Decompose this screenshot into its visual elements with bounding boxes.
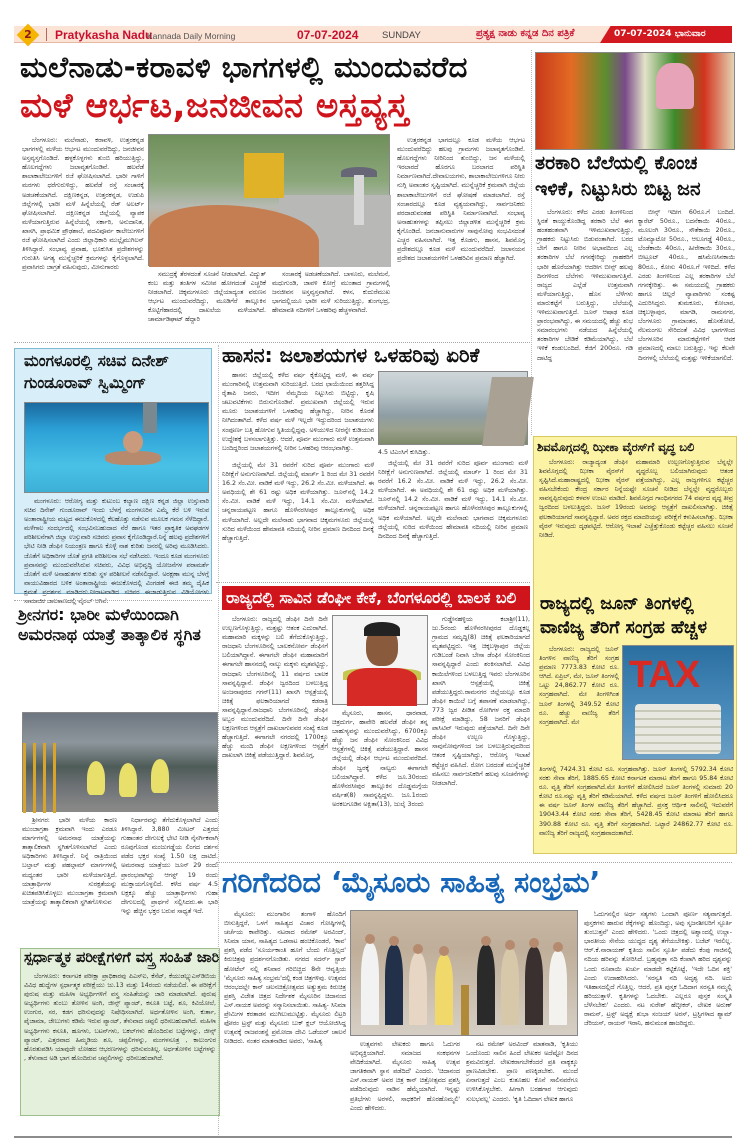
hassan-story-column-2: ಜಿಲ್ಲೆಯಲ್ಲಿ ಮೇ 31 ರವರೆಗೆ ಸುರಿದ ಪೂರ್ವ ಮುಂಗಾರು ಮಳೆ ನಿರೀಕ್ಷೆಗೆ ಅನುಗುಣವಾಗಿದೆ. ಜಿಲ್ಲೆಯಲ್ಲಿ ಮಾರ್ಚ್ 1 ರಿಂದ ಮೇ 31 ರವರೆಗೆ 16.2 ಸೆಂ.ಮೀ. ವಾಡಿಕೆ ಮಳೆ ಇದ್ದು, 26.2 ಸೆಂ.ಮೀ. ಮಳೆಯಾಗಿದೆ. ಈ ಅವಧಿಯಲ್ಲಿ ಶೇ 61 ರಷ್ಟು ಅಧಿಕ ಮಳೆಯಾಗಿತ್ತು. ಜೂನ್‌ನಲ್ಲಿ 14.2 ಸೆಂ.ಮೀ. ವಾಡಿಕೆ ಮಳೆ ಇದ್ದು, 14.1 ಸೆಂ.ಮೀ. ಮಳೆಯಾಗಿದೆ. ಚನ್ನರಾಯಪಟ್ಟಣ ಹಾಗೂ ಹೊಳೆನರಸೀಪುರ ತಾಲ್ಲೂಕುಗಳಲ್ಲಿ ಅಧಿಕ ಮಳೆಯಾಗಿದೆ. ಅಲ್ಲದೇ ಮಲೆನಾಡು ಭಾಗವಾದ ಚಿಕ್ಕಮಗಳೂರು ಜಿಲ್ಲೆಯಲ್ಲಿ ಸುರಿದ ಮಳೆಯಿಂದ ಹೇಮಾವತಿ ನದಿಯಲ್ಲಿ ನೀರಿನ ಪ್ರಮಾಣ ದಿನದಿಂದ ದಿನಕ್ಕೆ ಹೆಚ್ಚಾಗುತ್ತಿದೆ. xyxy=(378,460,528,540)
tax-money-photo xyxy=(622,645,734,760)
vegetable-story-column-1: ಬೆಂಗಳೂರು: ಕಳೆದ ಎರಡು ತಿಂಗಳಿನಿಂದ ಸ್ಥಿರತೆ ಕಾಯ್ದುಕೊಂಡಿದ್ದ ತರಕಾರಿ ಬೆಲೆ ಈಗ ಹಂತಹಂತವಾಗಿ ಇಳಿಮುಖವಾಗುತ್ತಿದ್ದು, ಗ್ರಾಹಕರು ನಿಟ್ಟುಸಿರು ಬಿಡುವಂತಾಗಿದೆ. ಬರದ ಬೇಗೆ ಹಾಗೂ ನೀರಿನ ಅಭಾವದಿಂದ ಎಲ್ಲ ತರಕಾರಿಗಳ ಬೆಲೆ ಗಗನಕ್ಕೇರಿದ್ದು ಗ್ರಾಹಕರಿಗೆ ಭಾರೀ ಹೊರೆಯಾಗಿತ್ತು ಆದರೀಗ ಬೀನ್ಸ್ ಹಲವು ದಿನಗಳಿಂದ ಬೆಲೆಗಳು ಇಳಿಮುಖವಾಗುತ್ತಿವೆ. ರಾಜ್ಯದ ಎಲ್ಲೆಡೆ ಉತ್ತಮವಾಗಿ ಮಳೆಯಾಗುತ್ತಿದ್ದು, ಹೊಸ ಬೆಳೆಗಳು ಮಾರುಕಟ್ಟೆಗೆ ಬರುತ್ತಿದ್ದು, ಬೆಲೆಯಲ್ಲಿ ಇಳಿಮುಖವಾಗುತ್ತಿದೆ. ಜೂನ್ ಆಷಾಢ ಕೂಡ ಪ್ರಾರಂಭವಾಗಿದ್ದು, ಈ ಸಮಯದಲ್ಲಿ ಹೆಚ್ಚು ಶುಭ ಸಮಾರಂಭಗಳು ನಡೆಯದ ಹಿನ್ನೆಲೆಯಲ್ಲಿ ತರಕಾರಿಗಳ ಬೇಡಿಕೆ ಕಡಿಮೆಯಾಗಿದ್ದು, ಬೆಲೆ ಇಳಿಕೆ ಕಂಡುಬಂದಿದೆ. ಕೆಜಿಗೆ 200ರೂ. ಗಡಿ ದಾಟಿದ್ದ xyxy=(537,209,633,362)
gst-story-body-wide: ತಿಂಗಳಲ್ಲಿ 7424.31 ಕೋಟಿ ರೂ. ಸಂಗ್ರಹವಾಗಿತ್ತು. ಜೂನ್ ತಿಂಗಳಲ್ಲಿ 5792.34 ಕೋಟಿ ಸರಕು ಸೇವಾ ತೆರಿಗೆ, 1885.65 ಕೋಟಿ ಕರ್ನಾಟಕ ಮಾರಾಟ ತೆರಿಗೆ ಹಾಗೂ 95.84 ಕೋಟಿ ರೂ. ವೃತ್ತಿ ತೆರಿಗೆ ಸಂಗ್ರಹವಾಗಿದೆ.ಮೇ ತಿಂಗಳಿಗೆ ಹೋಲಿಸಿದರೆ ಜೂನ್ ತಿಂಗಳಲ್ಲಿ ಸುಮಾರು 20 ಕೋಟಿ ರೂ.ನಷ್ಟು ವೃತ್ತಿ ತೆರಿಗೆ ಕಡಿಮೆಯಾಗಿದೆ. ಕಳೆದ ವರ್ಷದ ಜೂನ್ ತಿಂಗಳಿಗೆ ಹೋಲಿಸಿದರೂ ಈ ವರ್ಷ ಜೂನ್ ತಿಂಗಳ ವಾಣಿಜ್ಯ ತೆರಿಗೆ ಹೆಚ್ಚಾಗಿದೆ. ಪ್ರಸಕ್ತ ಆರ್ಥಿಕ ಸಾಲಿನಲ್ಲಿ ಇದುವರೆಗೆ 19043.44 ಕೋಟಿ ಸರಕು ಸೇವಾ ತೆರಿಗೆ, 5428.45 ಕೋಟಿ ಮಾರಾಟ ತೆರಿಗೆ ಹಾಗೂ 390.88 ಕೋಟಿ ರೂ. ವೃತ್ತಿ ತೆರಿಗೆ ಸಂಗ್ರಹವಾಗಿದೆ. ಒಟ್ಟಾರೆ 24862.77 ಕೋಟಿ ರೂ. ವಾಣಿಜ್ಯ ತೆರಿಗೆ ರಾಜ್ಯದಲ್ಲಿ ಸಂಗ್ರಹವಾದಂತಾಗಿದೆ. xyxy=(539,766,733,837)
paper-name: Pratykasha Nadu xyxy=(55,28,153,42)
dengue-headline: ರಾಜ್ಯದಲ್ಲಿ ಸಾವಿನ ಡೆಂಘೀ ಕೇಕೆ, ಬೆಂಗಳೂರಲ್ಲಿ ಬಾಲಕ ಬಲಿ xyxy=(226,589,517,607)
column-rule xyxy=(218,345,219,1135)
header-date: 07-07-2024 xyxy=(297,28,359,42)
reservoir-dam-photo xyxy=(378,371,528,445)
lead-story-column-1: ಬೆಂಗಳೂರು: ಮಲೆನಾಡು, ಕರಾವಳಿ, ಉತ್ತರಕನ್ನಡ ಭಾಗಗಳಲ್ಲಿ ಮಳೆಯ ಆರ್ಭಟ ಮುಂದುವರೆದಿದ್ದು, ಜನಜೀವನ ಅಸ್ತವ್ಯಸ್ತಗೊಂಡಿದೆ. ಹಳ್ಳಕೊಳ್ಳಗಳು ತುಂಬಿ ಹರಿಯುತ್ತಿದ್ದು, ಹೊಲಗದ್ದೆಗಳು ಜಲಾವೃತಗೊಂಡಿವೆ. ಹಲವೆಡೆ ಶಾಲಾಕಾಲೇಜುಗಳಿಗೆ ರಜೆ ಘೋಷಿಸಲಾಗಿದೆ. ಭಾರೀ ಗಾಳಿಗೆ ಮರಗಳು ಧರೆಗುರುಳಿದ್ದು, ಹಲವೆಡೆ ರಸ್ತೆ ಸಂಚಾರಕ್ಕೆ ಅಡಚಣೆಯಾಗಿದೆ. ದಕ್ಷಿಣಕನ್ನಡ, ಉತ್ತರಕನ್ನಡ, ಉಡುಪಿ ಜಿಲ್ಲೆಗಳಲ್ಲಿ ಭಾರೀ ಮಳೆ ಹಿನ್ನೆಲೆಯಲ್ಲಿ ರೆಡ್ ಅಲರ್ಟ್ ಘೋಷಿಸಲಾಗಿದೆ. ದಕ್ಷಿಣಕನ್ನಡ ಜಿಲ್ಲೆಯಲ್ಲಿ ವ್ಯಾಪಕ ಮಳೆಯಾಗುತ್ತಿರುವ ಹಿನ್ನೆಲೆಯಲ್ಲಿ ಸರ್ಕಾರಿ, ಅನುದಾನಿತ, ಖಾಸಗಿ, ಪ್ರಾಥಮಿಕ ಪ್ರೌಢಶಾಲೆ, ಪದವಿಪೂರ್ವ ಕಾಲೇಜುಗಳಿಗೆ ರಜೆ ಘೋಷಿಸಲಾಗಿದೆ ಎಂದು ಜಿಲ್ಲಾಧಿಕಾರಿ ಮುಲ್ಲೈಮುಗಿಲನ್ ತಿಳಿಸಿದ್ದಾರೆ. ಸಂಭಾವ್ಯ ಪ್ರವಾಹ, ಭೂಕುಸಿತ ಪ್ರದೇಶಗಳನ್ನು ಗುರುತಿಸಿ ಅಗತ್ಯ ಮುನ್ನೆಚ್ಚರಿಕೆ ಕ್ರಮಗಳನ್ನು ಕೈಗೊಳ್ಳಲಾಗಿದೆ. ಪ್ರವಾಸಿಗರು ಜಾಗ್ರತೆ ವಹಿಸುವುದು, ಮೀನುಗಾರರು xyxy=(22,137,144,272)
zika-headline: ಶಿವಮೊಗ್ಗದಲ್ಲಿ ಝೀಕಾ ವೈರಸ್‌ಗೆ ವೃದ್ಧ ಬಲಿ xyxy=(537,440,695,454)
dengue-story-column-1: ಬೆಂಗಳೂರು: ರಾಜ್ಯದಲ್ಲಿ ಡೆಂಘೀ ದಿನೇ ದಿನೇ ಉಲ್ಬಣಗೊಳ್ಳುತ್ತಿದ್ದು, ಮತ್ತಷ್ಟು ಆತಂಕ ಎದುರಾಗಿದೆ. ಮಹಾಮಾರಿ ಮಕ್ಕಳನ್ನು ಬಲಿ ತೆಗೆದುಕೊಳ್ಳುತ್ತಿದ್ದು, ರಾಜಧಾನಿ ಬೆಂಗಳೂರಿನಲ್ಲಿ ಬಾಲಕನೋರ್ವ ಡೆಂಘೀಗೆ ಬಲಿಯಾಗಿದ್ದಾನೆ. ಈಗಾಗಲೇ ಡೆಂಘೀ ಮಹಾಮಾರಿಗೆ ಈಗಾಗಲೇ ಹಾಸನದಲ್ಲಿ ನಾಲ್ಕು ಮಕ್ಕಳು ಮೃತಪಟ್ಟಿದ್ದು, ರಾಜಧಾನಿ ಬೆಂಗಳೂರಿನಲ್ಲಿ 11 ವರ್ಷದ ಬಾಲಕ ಸಾವನ್ನಪ್ಪಿದ್ದಾನೆ. ಡೆಂಘೀ ಜ್ವರದಿಂದ ಬಳಲುತ್ತಿದ್ದ ಅಂಜನಾಪುರದ ಗಗನ್(11) ಖಾಸಗಿ ಆಸ್ಪತ್ರೆಯಲ್ಲಿ ಚಿಕಿತ್ಸೆ ಫಲಕಾರಿಯಾಗದೆ ಕಡರಾತ್ರಿ ಸಾವನ್ನಪ್ಪಿದ್ದಾನೆ.ರಾಜಧಾನಿ ಬೆಂಗಳೂರಿನಲ್ಲಿ ಡೆಂಘೀ ಅಬ್ಬರ ಮುಂದುವರೆದಿದೆ. ದಿನೇ ದಿನೇ ಡೆಂಘೀ ಲಕ್ಷಣಗಳಿಂದ ಆಸ್ಪತ್ರೆಗೆ ದಾಖಲಾಗುವವರ ಸಂಖ್ಯೆ ಕೂಡ ಹೆಚ್ಚಾಗುತ್ತಿದೆ. ಈಗಾಗಲೇ ನಗರದಲ್ಲಿ 1700ಕ್ಕೂ ಹೆಚ್ಚು ಮಂದಿ ಡೆಂಘೀ ಲಕ್ಷಣಗಳಿಂದ ಆಸ್ಪತ್ರೆಗೆ ದಾಖಲಾಗಿ ಚಿಕಿತ್ಸೆ ಪಡೆಯುತ್ತಿದ್ದಾರೆ. ಶಿವಮೊಗ್ಗ, xyxy=(222,616,328,760)
section-rule xyxy=(216,862,732,863)
header-divider xyxy=(46,28,47,41)
lead-story-column-3: ಸಂಚಾರಕ್ಕೆ ಅಡಚಣೆಯಾಗಿದೆ. ಬಾಳೂರು, ಮಲೆಮನೆ, ಮಧುಗುಂಡಿ, ಜಾವಳಿ ಕೋಗ್ರೆ ಮುಂತಾದ ಗ್ರಾಮಗಳಲ್ಲಿ ಜನಜೀವನ ಅಸ್ತವ್ಯಸ್ತವಾಗಿದೆ. ಕಳಸ, ಕುದುರೆಮುಖ ಭಾಗದಲ್ಲಿಯೂ ಭಾರೀ ಮಳೆ ಸುರಿಯುತ್ತಿದ್ದು, ತುಂಗಭದ್ರ, ಹೇಮಾವತಿ ನದಿಗಳಿಗೆ ಒಳಹರಿವು ಹೆಚ್ಚಳವಾಗಿದೆ. xyxy=(272,271,390,315)
hassan-story-column-1: ಹಾಸನ: ಜಿಲ್ಲೆಯಲ್ಲಿ ಕಳೆದ ವರ್ಷ ಕೈಕೊಟ್ಟಿದ್ದ ಮಳೆ, ಈ ವರ್ಷ ಮುಂಗಾರಿನಲ್ಲಿ ಉತ್ತಮವಾಗಿ ಸುರಿಯುತ್ತಿದೆ. ಬರದ ಛಾಯೆಯಿಂದ ತತ್ತರಿಸಿದ್ದ ರೈತಾಪಿ ಜನರು, ಇದೀಗ ನೆಮ್ಮದಿಯ ನಿಟ್ಟುಸಿರು ಬಿಟ್ಟಿದ್ದು, ಕೃಷಿ ಚಟುವಟಿಕೆಗಳು ಬಿರುಸುಗೊಂಡಿವೆ. ಪ್ರಮುಖವಾಗಿ ಜಿಲ್ಲೆಯಲ್ಲಿ ಇರುವ ಮೂರು ಜಲಾಶಯಗಳಿಗೆ ಒಳಹರಿವು ಹೆಚ್ಚಾಗಿದ್ದು, ನೀರಿನ ಕೊರತೆ ನೀಗಿದಂತಾಗಿದೆ. ಕಳೆದ ವರ್ಷ ಮಳೆ ಇಲ್ಲದೇ ಇದ್ದುದರಿಂದ ಜಲಾಶಯಗಳು ಸಂಪೂರ್ಣ ಬತ್ತಿ ಹೋಗುವ ಸ್ಥಿತಿಯಲ್ಲಿದ್ದವು. ಅಳಿಯುಳಿದ ನೀರನ್ನೇ ಕುಡಿಯುವ ಉದ್ದೇಶಕ್ಕೆ ಬಳಸಲಾಗುತ್ತಿತ್ತು. ಆದರೆ, ಪೂರ್ವ ಮುಂಗಾರು ಮಳೆ ಉತ್ತಮವಾಗಿ ಬಂದಿದ್ದರಿಂದ ಜಲಾಶಯಗಳಲ್ಲಿ ನೀರಿನ ಒಳಹರಿವು ಆರಂಭವಾಗಿತ್ತು. xyxy=(222,372,374,452)
mangalore-story-body: ಮಂಗಳೂರು: ಆರೋಗ್ಯ ಮತ್ತು ಕುಟುಂಬ ಕಲ್ಯಾಣ ದಕ್ಷಿಣ ಕನ್ನಡ ಜಿಲ್ಲಾ ಉಸ್ತುವಾರಿ ಸಚಿವ ದಿನೇಶ್ ಗುಂಡೂರಾವ್ ಇಂದು ಬೆಳಗ್ಗೆ ಮಂಗಳೂರಿನ ಎಮ್ಮೆ ಕೆರೆ ಬಳಿ ಇರುವ ಅಂತಾರಾಷ್ಟ್ರೀಯ ಮಟ್ಟದ ಈಜುಕೊಳದಲ್ಲಿ ಕೆಲಹೊತ್ತು ನಡೆಸುವ ಮೂಲಕ ಗಮನ ಸೆಳೆದಿದ್ದಾರೆ. ಮಳೆಗಾಲ ಸಂದರ್ಭದಲ್ಲಿ ಸಂಭವಿಸಬಹುದಾದ ನೆರೆ ಹಾಗೂ ಇತರ ಪ್ರಾಕೃತಿಕ ಅವಘಡಗಳ ಪರಿಶೀಲನೆಗಾಗಿ ಜಿಲ್ಲಾ ಉಸ್ತುವಾರಿ ಸಚಿವರು ಪ್ರವಾಸ ಕೈಗೊಂಡಿದ್ದಾರೆ.ನಿನ್ನೆ ಹಲವು ಪ್ರದೇಶಗಳಿಗೆ ಭೇಟಿ ನೀಡಿ ಡೆಂಘೀ ನಿಯಂತ್ರಣ ಹಾಗೂ ಕೊಳ್ಳೆ ನಾಶ ಕುರಿತು ಜನರಲ್ಲಿ ಅರಿವು ಮೂಡಿಸಿದರು. ಜೊತೆಗೆ ಅಧಿಕಾರಿಗಳ ಜೊತೆ ಪ್ರಗತಿ ಪರಿಶೀಲನಾ ಸಭೆ ನಡೆಸಿದರು. ಇಂದೂ ಕೂಡ ಮಂಗಳೂರು ಪ್ರವಾಸವನ್ನು ಮುಂದುವರೆಸಿರುವ ಸಚಿವರು, ವಿವಿಧ ಅಭಿವೃದ್ಧಿ ಯೋಜನೆಗಳ ಪರಾಮರ್ಶೆ ಜೊತೆಗೆ ಮಳೆ ಅನಾಹುತಗಳ ಕುರಿತು ಸ್ಥಳ ಪರಿಶೀಲನೆ ನಡೆಸಲಿದ್ದಾರೆ. ಅರಕ್ಷಣಾ ಮುನ್ನ ಬೆಳಗ್ಗೆ ವಾಯುವಿಹಾರದ ಬಳಿಕ ಅಂತಾರಾಷ್ಟ್ರೀಯ ಈಜುಕೊಳದಲ್ಲಿ ವಿಂಗಡಣೆ ಈಜಿ ತಮ್ಮ ದೈಹಿಕ ಕ್ಷಮತೆ ಪ್ರದರ್ಶನ ಮಾಡಿದರು.ನೀರಾಟವಾಡಿದ ಸಚಿವರ ಈಜಾಡುತ್ತಿರುವ ವಿಡಿಯೋಗಳು ಸಾಮಾಜಿಕ ಜಾಲತಾಣದಲ್ಲಿ ವೈರಲ್ ಆಗಿವೆ. xyxy=(24,498,209,606)
mysore-story-column-2: ಉತ್ಸವಗಳು ಲೇಖಕರು ಹಾಗೂ ಓದುಗರ ಅಭಿವ್ಯಕ್ತಿಯಾಗಿದೆ. ಸಮಾಜದ ಸಂಕಥನಗಳ ವೇದಿಕೆಯಾಗಿದೆ. ಮೈಸೂರು ಸಾಹಿತ್ಯ ಉತ್ಸವ ಜಾಗತಿಕವಾಗಿ ಸ್ಥಾನ ಪಡೆದಿದೆ' ಎಂದರು. 'ಚಿದಾನಂದ ಎಸ್.ನಾಯಕ್ ಅವರ ಚಿತ್ರ ಕಾನ್ ಚಿತ್ರೋತ್ಸವದ ಪ್ರಶಸ್ತಿ ಪಡೆದಿರುವುದು ನಾಡಿನ ಹೆಮ್ಮೆಯಾಗಿದೆ. ಇನ್ನಷ್ಟು ಪ್ರತಿಭೆಗಳು ಅರಳಲಿ, ಸಾಧಕರಿಗೆ ಹೊರಹೊಮ್ಮಲಿ' ಎಂದು ಹೇಳಿದರು. xyxy=(350,1041,460,1112)
dengue-story-column-2: ಮೈಸೂರು, ಹಾಸನ, ಧಾರವಾಡ, ಚಿತ್ರದುರ್ಗ, ಹಾವೇರಿ ಹಲವೆಡೆ ಡೆಂಘೀ ತನ್ನ ಬಾಹುಳ್ಯವನ್ನು ಮುಂದುವರೆಸಿದ್ದು, 6700ಕ್ಕೂ ಹೆಚ್ಚು ಜನ ಡೆಂಘೀ ಸೋಂಕಿನಿಂದ ವಿವಿಧ ಆಸ್ಪತ್ರೆಗಳಲ್ಲಿ ಚಿಕಿತ್ಸೆ ಪಡೆಯುತ್ತಿದ್ದಾರೆ. ಹಾಸನ ಜಿಲ್ಲೆಯಲ್ಲಿ ಡೆಂಘೀ ಆರ್ಭಟ ಮುಂದುವರೆದಿದೆ. ಡೆಂಘೀ ಜ್ವರಕ್ಕೆ ನಾಲ್ವರು ಈಗಾಗಲೇ ಬಲಿಯಾಗಿದ್ದಾರೆ. ಕಳೆದ ಜೂ.30ರಂದು ಹೊಳೆನರಸೀಪುರ ತಾಲ್ಲೂಕಿನ ದೊಡ್ಡಮಗ್ಗೆಯ ವರ್ಷಿತ(8) ಸಾವನ್ನಪ್ಪಿದ್ದಳು. ಜೂ.1ರಂದು ಅರಕಲಗೂಡಿನ ಅಕ್ಷಿತಾ(13), ಜುಲೈ 3ರಂದು xyxy=(332,710,428,808)
hassan-headline: ಹಾಸನ: ಜಲಾಶಯಗಳ ಒಳಹರಿವು ಏರಿಕೆ xyxy=(222,343,480,367)
lead-headline-line1: ಮಲೆನಾಡು-ಕರಾವಳಿ ಭಾಗಗಳಲ್ಲಿ ಮುಂದುವರೆದ xyxy=(20,50,468,84)
mysore-story-column-4: ಓದುಗನಲ್ಲಿರ ಅರ್ಧ ಸತ್ಯಗಳು ಒಂದಾಗಿ ಪೂರ್ಣ ಸತ್ಯವಾಗುತ್ತದೆ. ಪುಸ್ತಕಗಳು ಹಾರುವ ರೆಕ್ಕೆಗಳನ್ನು ಹೊಂದಿದ್ದು, ಅವು ಸೃಜನಶೀಲರಿಗೆ ಸ್ಫೂರ್ತಿ ತುಂಬುತ್ತವೆ' ಎಂದು ಹೇಳಿದರು. 'ಒಂದು ಚಿತ್ರದಲ್ಲಿ ಅಶ್ವಾಂದಲ್ಲಿ ಉಲ್ಲಾ- ಭಾರತೀಯ ಸೇನೆಯ ಯುದ್ಧದ ದೃಶ್ಯ ತೆಗೆಯಬೇಕಿತ್ತು. ಬಜೆಟ್ ಇರಲಿಲ್ಲ. ಆರ್.ಕೆ.ನಾರಾಯಣ್ ಕೃತಿಯ ಸಾಲಿನ ಸ್ಫೂರ್ತಿ ಪಡೆದು ಕೆಂಪು ಗಾಜಿನಲ್ಲಿ ನದಿಯ ಹರಿವನ್ನು ತೋರಿಸಿದೆ. ಬ್ರಹ್ಮಪುತ್ರಾ ನದಿ ಕೆಂಪಾಗಿ ಹರಿದ ದೃಶ್ಯವನ್ನು ಒಂದು ರೂಪಾಯಿ ಖರ್ಚು ಮಾಡದೇ ಕಟ್ಟಿಕೊಟ್ಟೆ, 'ಇದೇ ಓದಿನ ಶಕ್ತಿ' ಎಂದು ಉದಾಹರಿಸಿದರು. 'ಸರಸ್ವತಿ ನದಿ ಅದೃಶ್ಯ ನದಿ. ಅದು ಇತಿಹಾಸದಲ್ಲಿದೆ ಗೊತ್ತಿಲ್ಲ. ಆದರೆ, ಪ್ರತಿ ಪುಸ್ತಕ ಓದಿದಾಗ ಸರಸ್ವತಿ ನಮ್ಮಲ್ಲಿ ಹರಿಯುತ್ತಾಳೆ. ಕೃತಿಗಳನ್ನು ಓದಬೇಕು. ಎಲ್ಲರೂ ಪುಸ್ತಕ ಸಂಸ್ಕೃತಿ ಬೆಳೆಸಬೇಕು' ಎಂದರು. ನಟ ಸುರೇಶ್ ಹೆಬ್ಳೀಕರ್, ಲೇಖಕ ಅರುಣ್ ರಾಮನ್, ಟ್ರಸ್ಟ್ ಅಧ್ಯಕ್ಷೆ ಶುಭಾ ಸಂಜಯ್ ಅರಸ್, ಟ್ರಸ್ಟಿಗಳಾದ ಶ್ಯಾಮ್ ಜೆರಿಯಸ್, ರಾಯನ್ ಇರಾನಿ, ಹನುಮಂತ ಹಾಜರಿದ್ದರು. xyxy=(584,911,732,1028)
srinagar-headline-line2: ಅಮರನಾಥ ಯಾತ್ರೆ ತಾತ್ಕಾಲಿಕ ಸ್ಥಗಿತ xyxy=(18,625,201,644)
section-rule xyxy=(14,600,212,601)
paper-name-kannada: ಪ್ರತ್ಯಕ್ಷ ನಾಡು ಕನ್ನಡ ದಿನ ಪತ್ರಿಕೆ xyxy=(476,28,575,39)
header-day: SUNDAY xyxy=(382,30,421,41)
dress-code-story-body: ಬೆಂಗಳೂರು: ಕರ್ನಾಟಕ ಪರೀಕ್ಷಾ ಪ್ರಾಧಿಕಾರವು ಪಿಎಸ್ಐ, ಕೆಸೆಟ್, ಕೆಯುಡಬ್ಲ್ಯುಎಸ್‌ಡಿಬಿಯ ವಿವಿಧ ಹುದ್ದೆಗಳ ಸ್ಪರ್ಧಾತ್ಮಕ ಪರೀಕ್ಷೆಯು ಜು.13 ಮತ್ತು 14ರಂದು ನಡೆಯಲಿದೆ. ಈ ಪರೀಕ್ಷೆಗೆ ಪುರುಷ ಮತ್ತು ಮಹಿಳಾ ಅಭ್ಯರ್ಥಿಗಳಿಗೆ ವಸ್ತ್ರ ಸಂಹಿತೆಯನ್ನು ಜಾರಿ ಮಾಡಲಾಗಿದೆ. ಪುರುಷ ಅಭ್ಯರ್ಥಿಗಳು ತುಂಬು ತೋಳಿನ ಅಂಗಿ, ಜೀನ್ಸ್ ಪ್ಯಾಂಟ್, ಕಸೂತಿ ಬಟ್ಟೆ, ಶೂ, ಕಿವಿಯೋಲೆ, ಉಂಗುರ, ಸರ, ಕಡಗ ಧರಿಸುವುದನ್ನು ನಿಷೇಧಿಸಲಾಗಿದೆ. ಅರ್ಧತೋಳಿನ ಅಂಗಿ, ಕುರ್ತಾ, ಪೈಜಾಮಾ, ಜೇಬುಗಳು ಕಡಿಮೆ ಇರುವ ಪ್ಯಾಂಟ್, ತೆಳುವಾದ ಚಪ್ಪಲಿ ಧರಿಸಬಹುದಾಗಿದೆ. ಮಹಿಳಾ ಅಭ್ಯರ್ಥಿಗಳು ಕಸೂತಿ, ಹೂಗಳು, ಬಟನ್‌ಗಳು, ಬಕಲ್‌ಗಳು ಹೊಂದಿರುವ ಬಟ್ಟೆಗಳನ್ನು, ಜೀನ್ಸ್ ಪ್ಯಾಂಟ್, ಎತ್ತರವಾದ ಹಿಮ್ಮಡಿಯ ಶೂ, ಚಪ್ಪಲಿಗಳನ್ನು, ಮಂಗಳಸೂತ್ರ , ಕಾಲುಂಗುರ ಹೊರತುಪಡಿಸಿ ಯಾವುದೇ ಲೋಹದ ಆಭರಣಗಳನ್ನು ಧರಿಸುವಂತಿಲ್ಲ. ಅರ್ಧತೋಳಿನ ಬಟ್ಟೆಗಳನ್ನು , ತೆಳುವಾದ ಅಡಿ ಭಾಗ ಹೊಂದಿರುವ ಚಪ್ಪಲಿಗಳನ್ನು ಧರಿಸಬಹುದಾಗಿದೆ. xyxy=(24,973,216,1062)
lead-story-column-2: ಸಮುದ್ರಕ್ಕೆ ತೆರಳದಂತೆ ಸೂಚನೆ ನೀಡಲಾಗಿದೆ. ವಿದ್ಯುತ್ ಕಂಬ ಮತ್ತು ತಂತಿಗಳ ಸಮೀಪ ಹೋಗದಂತೆ ಎಚ್ಚರಿಕೆ ನೀಡಲಾಗಿದೆ. ಚಿಕ್ಕಮಗಳೂರು ಜಿಲ್ಲೆಯಾದ್ಯಂತ ವರುಣನ ಆರ್ಭಟ ಮುಂದುವರೆದಿದ್ದು, ಮೂಡಿಗೆರೆ ತಾಲ್ಲೂಕಿನ ಕೊಟ್ಟಿಗೆಹಾರದಲ್ಲಿ ದಾಖಲೆಯ ಮಳೆಯಾಗಿದೆ. ಚಾರ್ಮಾಡಿಘಾಟ್ ಹೆದ್ದಾರಿ xyxy=(148,271,266,324)
footer-rule xyxy=(14,1136,732,1138)
mangalore-headline-line1: ಮಂಗಳೂರಲ್ಲಿ ಸಚಿವ ದಿನೇಶ್ xyxy=(24,352,169,370)
vegetable-story-column-2: ಬೀನ್ಸ್ ಇದೀಗ 60ರೂ.ಗೆ ಬಂದಿದೆ. ಕ್ಯಾರೆಟ್ 50ರೂ., ಬದನೆಕಾಯಿ 40ರೂ., ಮೂಲಂಗಿ 30ರೂ., ಸೌತೆಕಾಯಿ 20ರೂ., ಟೊಮ್ಯಾಟೋ 50ರೂ., ಆಲೂಗಡ್ಡೆ 40ರೂ., ಬೆಂಡೆಕಾಯಿ 40ರೂ., ಹೀರೇಕಾಯಿ 30ರೂ., ಬೀಟ್ರೂಟ್ 40ರೂ., ಹಸಿಮೆಣಸಿನಕಾಯಿ 80ರೂ., ಕೋಸು 40ರೂ.ಗೆ ಇಳಿದಿದೆ. ಕಳೆದ ಎರಡು ತಿಂಗಳಿನಿಂದ ಎಲ್ಲ ತರಕಾರಿಗಳ ಬೆಲೆ ಗಗನಕ್ಕೇರಿತ್ತು. ಈ ಸಮಯದಲ್ಲಿ ಗ್ರಾಹಕರು ಹಾಗೂ ಚಿಲ್ಲರೆ ವ್ಯಾಪಾರಿಗಳು ಸಂಕಷ್ಟ ಎದುರಿಸಿದ್ದರು. ತುಮಕೂರು, ಕೋಲಾರ, ಚಿಕ್ಕಬಳ್ಳಾಪುರ, ಮಾಗಡಿ, ರಾಮನಗರ, ಬೆಂಗಳೂರು ಗ್ರಾಮಾಂತರ, ಹೊಸಕೋಟೆ, ನೆಲಮಂಗಲ ಸೇರಿದಂತೆ ವಿವಿಧ ಭಾಗಗಳಿಂದ ಬೆಂಗಳೂರಿನ ಮಾರುಕಟ್ಟೆಗಳಿಗೆ ಆವಕ ಪ್ರಮಾಣದಲ್ಲಿ ಮಾಲು ಬರುತ್ತಿದ್ದು, ಇನ್ನು ಕೆಲವೇ ದಿನಗಳಲ್ಲಿ ಬೆಲೆಯಲ್ಲಿ ಮತ್ತಷ್ಟು ಇಳಿಕೆಯಾಗಲಿದೆ. xyxy=(638,209,735,362)
gst-headline-line1: ರಾಜ್ಯದಲ್ಲಿ ಜೂನ್ ತಿಂಗಳಲ್ಲಿ xyxy=(540,594,694,614)
hassan-story-column-1-cont: ಜಿಲ್ಲೆಯಲ್ಲಿ ಮೇ 31 ರವರೆಗೆ ಸುರಿದ ಪೂರ್ವ ಮುಂಗಾರು ಮಳೆ ನಿರೀಕ್ಷೆಗೆ ಅನುಗುಣವಾಗಿದೆ. ಜಿಲ್ಲೆಯಲ್ಲಿ ಮಾರ್ಚ್ 1 ರಿಂದ ಮೇ 31 ರವರೆಗೆ 16.2 ಸೆಂ.ಮೀ. ವಾಡಿಕೆ ಮಳೆ ಇದ್ದು, 26.2 ಸೆಂ.ಮೀ. ಮಳೆಯಾಗಿದೆ. ಈ ಅವಧಿಯಲ್ಲಿ ಶೇ 61 ರಷ್ಟು ಅಧಿಕ ಮಳೆಯಾಗಿತ್ತು. ಜೂನ್‌ನಲ್ಲಿ 14.2 ಸೆಂ.ಮೀ. ವಾಡಿಕೆ ಮಳೆ ಇದ್ದು, 14.1 ಸೆಂ.ಮೀ. ಮಳೆಯಾಗಿದೆ. ಚನ್ನರಾಯಪಟ್ಟಣ ಹಾಗೂ ಹೊಳೆನರಸೀಪುರ ತಾಲ್ಲೂಕುಗಳಲ್ಲಿ ಅಧಿಕ ಮಳೆಯಾಗಿದೆ. ಅಲ್ಲದೇ ಮಲೆನಾಡು ಭಾಗವಾದ ಚಿಕ್ಕಮಗಳೂರು ಜಿಲ್ಲೆಯಲ್ಲಿ ಸುರಿದ ಮಳೆಯಿಂದ ಹೇಮಾವತಿ ನದಿಯಲ್ಲಿ ನೀರಿನ ಪ್ರಮಾಣ ದಿನದಿಂದ ದಿನಕ್ಕೆ ಹೆಚ್ಚಾಗುತ್ತಿದೆ. xyxy=(222,462,374,542)
vegetable-market-photo xyxy=(535,52,735,150)
gst-headline-line2: ವಾಣಿಜ್ಯ ತೆರಿಗೆ ಸಂಗ್ರಹ ಹೆಚ್ಚಳ xyxy=(540,618,708,638)
zika-story-body: ಬೆಂಗಳೂರು: ರಾಜ್ಯಾದ್ಯಂತ ಡೆಂಘೀ ಮಹಾಮಾರಿ ಉಲ್ಬಣಗೊಳ್ಳುತ್ತಿರುವ ಬೆನ್ನಲ್ಲೇ ಶಿವಮೊಗ್ಗದಲ್ಲಿ ಝೀಕಾ ವೈರಸ್‌ಗೆ ವೃದ್ಧರೊಬ್ಬ ಬಲಿಯಾಗಿರುವುದು ಆತಂಕ ಸೃಷ್ಟಿಸಿದೆ.ಮಹಾರಾಷ್ಟ್ರದಲ್ಲಿ ಝೀಕಾ ವೈರಸ್ ಪತ್ತೆಯಾಗಿದ್ದು, ಎಲ್ಲ ರಾಜ್ಯಗಳಿಗೂ ಕಟ್ಟೆಚ್ಚರ ವಹಿಸಬೇಕೆಂದು ಕೇಂದ್ರ ಸರ್ಕಾರ ನಿನ್ನೆಯಷ್ಟೇ ಸೂಚನೆ ನೀಡಿದ ಬೆನ್ನಲ್ಲೇ ವೃದ್ಧರೊಬ್ಬರು ಸಾವನ್ನಪ್ಪಿರುವುದು ಕಳವಳ ಉಂಟು ಮಾಡಿದೆ. ಶಿವಮೊಗ್ಗದ ಗಾಂಧಿನಗರದ 74 ವರ್ಷದ ವೃದ್ಧ ತೀವ್ರ ಜ್ವರದಿಂದ ಬಳಲುತ್ತಿದ್ದರು. ಜೂನ್ 19ರಂದು ಅವರನ್ನು ಆಸ್ಪತ್ರೆಗೆ ದಾಖಲಿಸಲಾಗಿತ್ತು. ಚಿಕಿತ್ಸೆ ಫಲಕಾರಿಯಾಗದೆ ಸಾವನ್ನಪ್ಪಿದ್ದಾರೆ. ಅವರ ರಕ್ತದ ಮಾದರಿಯನ್ನು ಪರೀಕ್ಷೆಗೆ ಕಳುಹಿಸಲಾಗಿತ್ತು. ಝೀಕಾ ವೈರಸ್ ಇರುವುದು ದೃಢಪಟ್ಟಿದೆ. ಆರೋಗ್ಯ ಇಲಾಖೆ ಎಚ್ಚೆತ್ತುಕೊಂಡು ಕಟ್ಟೆಚ್ಚರ ವಹಿಸಲು ಸೂಚನೆ ನೀಡಿದೆ. xyxy=(539,459,733,539)
section-rule xyxy=(216,582,530,583)
dress-code-headline: ಸ್ಪರ್ಧಾತ್ಮಕ ಪರೀಕ್ಷೆಗಳಿಗೆ ವಸ್ತ್ರ ಸಂಹಿತೆ ಜಾರಿ xyxy=(24,950,220,966)
vegetable-headline-line2: ಇಳಿಕೆ, ನಿಟ್ಟುಸಿರು ಬಿಟ್ಟ ಜನ xyxy=(535,178,701,200)
srinagar-story-column-2: ನಿರ್ಧಾರವನ್ನು ತೆಗೆದುಕೊಳ್ಳಲಾಗಿದೆ ಎಂದು ತಿಳಿಸಿದ್ದಾರೆ. 3,880 ಮೀಟರ್ ಎತ್ತರದ ಗುಹಾಂತರ ದೇಗುಲಕ್ಕೆ ಭೇಟಿ ನೀಡಿ ನೈಸರ್ಗಿಕವಾಗಿ ರೂಪುಗೊಂಡ ಮಂಜುಗಡ್ಡೆಯ ಲಿಂಗದ ದರ್ಶನ ಪಡೆದ ಭಕ್ತರ ಸಂಖ್ಯೆ 1.50 ಲಕ್ಷ ದಾಟಿದೆ. ಅಮರನಾಥ ಯಾತ್ರೆಯು ಜೂನ್ 29 ರಂದು ಪ್ರಾರಂಭವಾಗಿದ್ದು ಆಗಸ್ಟ್ 19 ರಂದು ಮುಕ್ತಾಯಗೊಳ್ಳಲಿದೆ. ಕಳೆದ ವರ್ಷ 4.5 ಲಕ್ಷಕ್ಕೂ ಹೆಚ್ಚು ಯಾತ್ರಾರ್ಥಿಗಳು ಗುಹಾ ದೇಗುಲದಲ್ಲಿ ಪ್ರಾರ್ಥನೆ ಸಲ್ಲಿಸಿದರು.ಈ ಭಾರಿ ಇನ್ನು ಹೆಚ್ಚಿನ ಭಕ್ತರ ಬರುವ ಸಾಧ್ಯತೆ ಇದೆ. xyxy=(121,817,218,915)
amarnath-pilgrims-photo xyxy=(22,712,218,812)
lead-story-column-4: ಉತ್ತರಕನ್ನಡ ಭಾಗದಲ್ಲೂ ಕೂಡ ಮಳೆಯ ಆರ್ಭಟ ಮುಂದುವರೆದಿದ್ದು ಹಲವು ಗ್ರಾಮಗಳು ಜಲಾವೃತಗೊಂಡಿವೆ. ಹೊಲಗದ್ದೆಗಳು ನೀರಿನಿಂದ ತುಂಬಿದ್ದು, ಜನ ಮಳೆಯಲ್ಲಿ ಇರಲಾರದೆ ಹೊರಗೂ ಬರಲಾಗದ ಪರಿಸ್ಥಿತಿ ನಿರ್ಮಾಣವಾಗಿದೆ.ದೇವಾಲಯಗಳು, ಶಾಲಾಕಾಲೇಜುಗಳಿಗೂ ನೀರು ನುಗ್ಗಿ ಅವಾಂತರ ಸೃಷ್ಟಿಯಾಗಿದೆ. ಮುನ್ನೆಚ್ಚರಿಕೆ ಕ್ರಮವಾಗಿ ಜಿಲ್ಲೆಯ ಶಾಲಾಕಾಲೇಜುಗಳಿಗೆ ರಜೆ ಘೋಷಣೆ ಮಾಡಲಾಗಿದೆ. ರಸ್ತೆ ಸಂಚಾರದಲ್ಲೂ ಕೂಡ ವ್ಯತ್ಯಯವಾಗಿದ್ದು, ಸಾರ್ವಜನಿಕರು ಪರದಾಡುವಂತಹ ಪರಿಸ್ಥಿತಿ ನಿರ್ಮಾಣವಾಗಿದೆ. ಸಂಭಾವ್ಯ ಅನಾಹುತಗಳನ್ನು ತಪ್ಪಿಸಲು ಜಿಲ್ಲಾಡಳಿತ ಮುನ್ನೆಚ್ಚರಿಕೆ ಕ್ರಮ ಕೈಗೊಂಡಿದೆ. ಜನಜಾನುವಾರುಗಳ ಸಾವುನೋವು ಸಂಭವಿಸದಂತೆ ಎಚ್ಚರ ವಹಿಸಲಾಗಿದೆ. ಇತ್ತ ಕೊಡಗು, ಹಾಸನ, ಶಿವಮೊಗ್ಗ ಪ್ರದೇಶದಲ್ಲೂ ಕೂಡ ಮಳೆ ಮುಂದುವರೆದಿದೆ. ಜಲಾನಯನ ಪ್ರದೇಶದ ಜಲಾಶಯಗಳಿಗೆ ಒಳಹರಿವಿನ ಪ್ರಮಾಣ ಹೆಚ್ಚಾಗಿದೆ. xyxy=(397,137,525,263)
tax-label: TAX xyxy=(629,654,700,696)
mangalore-headline-line2: ಗುಂಡೂರಾವ್ ಸ್ವಿಮ್ಮಿಂಗ್ xyxy=(24,374,147,392)
srinagar-headline-line1: ಶ್ರೀನಗರ: ಭಾರೀ ಮಳೆಯಿಂದಾಗಿ xyxy=(18,605,179,624)
lamp-lighting-ceremony-photo xyxy=(350,910,578,1036)
lead-headline-line2: ಮಳೆ ಆರ್ಭಟ,ಜನಜೀವನ ಅಸ್ತವ್ಯಸ್ತ xyxy=(20,86,409,126)
srinagar-story-column-1: ಶ್ರೀನಗರ: ಭಾರೀ ಮಳೆಯ ಕಾರಣ ಮುಂಜಾಗ್ರತಾ ಕ್ರಮವಾಗಿ ಇಂದು ಎರಡೂ ಮಾರ್ಗಗಳಲ್ಲಿ ಅಮರನಾಥ ಯಾತ್ರೆಯನ್ನು ತಾತ್ಕಾಲಿಕವಾಗಿ ಸ್ಥಗಿತಗೊಳಿಸಲಾಗಿದೆ ಎಂದು ಅಧಿಕಾರಿಗಳು ತಿಳಿಸಿದ್ದಾರೆ. ನಿನ್ನೆ ರಾತ್ರಿಯಿಂದ ಬಲ್ತಾಲ್ ಮತ್ತು ಪಹಲ್ಗಾಮ್ ಮಾರ್ಗಗಳಲ್ಲಿ ಮಧ್ಯಂತರ ಭಾರೀ ಮಳೆಯಾಗುತ್ತಿದೆ. ಯಾತ್ರಾರ್ಥಿಗಳ ಸುರಕ್ಷತೆಯನ್ನು ಖಚಿತಪಡಿಸಿಕೊಳ್ಳಲು ಮುಂಜಾಗ್ರತಾ ಕ್ರಮವಾಗಿ ಯಾತ್ರೆಯನ್ನು ತಾತ್ಕಾಲಿಕವಾಗಿ ಸ್ಥಗಿತಗೊಳಿಸುವ xyxy=(22,817,117,906)
mysore-headline: ಗರಿಗೆದರಿದ ‘ಮೈಸೂರು ಸಾಹಿತ್ಯ ಸಂಭ್ರಮ’ xyxy=(222,866,601,899)
gst-story-body-narrow: ಬೆಂಗಳೂರು: ರಾಜ್ಯದಲ್ಲಿ ಜೂನ್ ತಿಂಗಳಿನ ವಾಣಿಜ್ಯ ತೆರಿಗೆ ಸಂಗ್ರಹ ಪ್ರಮಾಣ 7773.83 ಕೋಟಿ ರೂ. ಆಗಿದೆ. ಏಪ್ರಿಲ್, ಮೇ, ಜೂನ್ ತಿಂಗಳಲ್ಲಿ ಒಟ್ಟು 24,862.77 ಕೋಟಿ ರೂ. ಸಂಗ್ರಹವಾಗಿದೆ. ಮೇ ತಿಂಗಳಿಗಿಂತ ಜೂನ್ ತಿಂಗಳಲ್ಲಿ 349.52 ಕೋಟಿ ರೂ. ಹೆಚ್ಚು ವಾಣಿಜ್ಯ ತೆರಿಗೆ ಸಂಗ್ರಹವಾಗಿದೆ. ಮೇ xyxy=(539,646,619,726)
boy-portrait-photo xyxy=(332,615,428,705)
vegetable-headline-line1: ತರಕಾರಿ ಬೆಲೆಯಲ್ಲಿ ಕೊಂಚ xyxy=(535,152,698,174)
hassan-photo-caption: 4.5 ಟಿಎಂಸಿಗೆ ಕುಸಿದಿತ್ತು. xyxy=(378,449,431,456)
paper-tagline: Kannada Daily Morning xyxy=(147,31,236,41)
minister-swimming-photo xyxy=(24,402,209,493)
lead-story-photo xyxy=(148,134,390,266)
mysore-story-column-1: ಮೈಸೂರು: ಮುಂಗಾರಿನ ತಂಗಾಳಿ ಹೊಂದಿಗೆ ಬೀಸುತ್ತಿದ್ದರೆ, ಒಳಗೆ ಸಾಹಿತ್ಯದ ವಿಚಾರ ಗೋಷ್ಠಿಗಳಲ್ಲಿ ಚರ್ಚೆಯ ಕಾವೇರಿತ್ತು. ನಟರಾದ ರಮೇಶ್ ಅರವಿಂದ್, ಸಿನಿಮಾ ಯಾನ, ಸಾಹಿತ್ಯದ ಒಡನಾಟ ಹಂಚಿಕೊಂಡರೆ, 'ಕಾವ' ಪ್ರಶಸ್ತಿ ಪಡೆದ 'ಸೂರ್ಯಕಾಂತಿ ಹೂಗೆ ಬೆಂದು ಗೊತ್ತಿಲ್ಲದ' ಕಿರುಚಿತ್ರವು ಪ್ರದರ್ಶನಗೊಂಡಿತು. ನಗರದ ಸದರ್ನ್ ಸ್ಟಾರ್ ಹೋಟೆಲ್ ನಲ್ಲಿ ಶನಿವಾರ ಗರಿಬಿಚ್ಚಿದ 8ನೇ ಆವೃತ್ತಿಯ 'ಮೈಸೂರು ಸಾಹಿತ್ಯ ಸಂಭ್ರಮ'ದಲ್ಲಿ ಕಂಡ ಚಿತ್ರಗಳಿವು. ಉತ್ಸವದ ಆರಂಭದಲ್ಲೇ ಕಾನ್ ಚಲನಚಿತ್ರೋತ್ಸವದ ಅತ್ಯುತ್ತಮ ಕಿರುಚಿತ್ರ ಪ್ರಶಸ್ತಿ ವಿಜೇತ ಚಿತ್ರದ ನಿರ್ದೇಶಕ ಮೈಸೂರಿನ ಚಿದಾನಂದ ಎಸ್.ನಾಯಕ ಅವರನ್ನು ಸನ್ಮಾನಿಸಲಾಯಿತು. ಸಾಹಿತ್ಯ- ಸಿನಿಮಾ ಪ್ರೇಮಿಗಳ ಕರತಾಡನ ಮುಗಿಲುಮುಟ್ಟಿತ್ತು. ಮೈಸೂರು ಲಿಟ್ರರಿ ಫೋರಂ ಟ್ರಸ್ಟ್ ಮತ್ತು ಮೈಸೂರು ಬುಕ್ ಕ್ಲಬ್ ಆಯೋಜಿಸಿದ್ದ ಉತ್ಸವಕ್ಕೆ ರಾಜವಂಶಸ್ಥೆ ಪ್ರಮೋದಾ ದೇವಿ ಒಡೆಯರ್ ಚಾಲನೆ ನೀಡಿದರು. ನಂತರ ಮಾತನಾಡಿದ ಅವರು, 'ಸಾಹಿತ್ಯ xyxy=(224,911,347,1046)
mysore-story-column-3: ನಟ ರಮೇಶ್ ಅರವಿಂದ್ ಮಾತನಾಡಿ, 'ಕೃತಿಯು ಒಂದೊಂದು ಸಾಲಿನ ಹಿಂದೆ ಲೇಖಕರ ಅದೆಷ್ಟೋ ದಿನದ ಶ್ರಮವಿರುತ್ತದೆ. ಲೇಖಕರಾಗಬೇಕೆಂದರೆ ಪ್ರತಿ ವಾಕ್ಯಕ್ಕೂ ಪ್ರಾಣವಿಡಬೇಕು. ಪ್ರಾಣ ಪಣಕ್ಕಿಡಬೇಕು. ಮುಂದೆ ಏನಾಗುತ್ತದೆ ಎಂಬ ಕುತೂಹಲ ಕೊನೆ ಸಾಲಿನವರೆಗೂ ಉಳಿಸಿಕೊಳ್ಳಬೇಕು. ಹೀಗಾಗಿ ಬರಹಗಾರ ಆಗುವುದು ಸುಲಭವಲ್ಲ' ಎಂದರು. 'ಕೃತಿ ಓದಿದಾಗ ಲೇಖಕ ಹಾಗೂ xyxy=(466,1041,578,1103)
page-number: 2 xyxy=(24,28,32,41)
dengue-story-column-3: ಗುಡ್ಡೇನಹಳ್ಳಿಯ ಕಲಾಶ್ರೀ(11), ಜು.5ರಂದು ಹೊಳೆನರಸೀಪುರದ ದೊಡ್ಡಕಲ್ಲ ಗ್ರಾಮದ ಸಮೃದ್ಧಿ(8) ಚಿಕಿತ್ಸೆ ಫಲಕಾರಿಯಾಗದೆ ಮೃತಪಟ್ಟಿದ್ದರು. ಇತ್ತ ಚಿಕ್ಕಬಳ್ಳಾಪುರ ಜಿಲ್ಲೆಯ ಗುಡಿಬಂಡೆ ನಿವಾಸಿ ಬೇಸಾ ಡೆಂಘೀ ಸೋಂಕಿನಿಂದ ಸಾವನ್ನಪ್ಪಿದ್ದಾರೆ ಎಂದು ಶಂಕಿಸಲಾಗಿದೆ. ವಿವಿಧ ಕಾಯಿಲೆಗಳಿಂದ ಬಳಲುತ್ತಿದ್ದ ಇವರು ಬೆಂಗಳೂರಿನ ಖಾಸಗಿ ಆಸ್ಪತ್ರೆಯಲ್ಲಿ ಚಿಕಿತ್ಸೆ ಪಡೆಯುತ್ತಿದ್ದರು.ರಾಮನಗರ ಜಿಲ್ಲೆಯಲ್ಲೂ ಕೂಡ ಡೆಂಘೀ ಕಾಯಿಲೆ ಬಗ್ಗೆ ತಪಾಸಣೆ ಮಾಡಲಾಗಿದ್ದು, 773 ಜ್ವರ ಪೀಡಿತ ರೋಗಿಗಳ ರಕ್ತ ಮಾದರಿ ಪರೀಕ್ಷೆ ಮಾಡಿದ್ದು, 58 ಜನರಿಗೆ ಡೆಂಘೀ ಪಾಸಿಟಿವ್ ಇರುವುದು ಪತ್ತೆಯಾಗಿದೆ. ದಿನೇ ದಿನೇ ಡೆಂಘೀ ಉಲ್ಬಣ ಗೊಳ್ಳುತ್ತಿದ್ದು, ಸಾವುನೋವುಗಳಿಂದ ಜನ ಬಳಲುತ್ತಿರುವುದರಿಂದ ಆತಂಕ ಸೃಷ್ಟಿಯಾಗಿದ್ದು, ಆರೋಗ್ಯ ಇಲಾಖೆ ಕಟ್ಟೆಚ್ಚರ ವಹಿಸಿದೆ. ರೋಗ ಬರದಂತೆ ಮುನ್ನೆಚ್ಚರಿಕೆ ವಹಿಸಲು ಸಾರ್ವಜನಿಕರಿಗೆ ಹಲವು ಸೂಚನೆಗಳನ್ನು ನೀಡಲಾಗಿದೆ. xyxy=(432,616,530,787)
header-date-kannada: 07-07-2024 ಭಾನುವಾರ xyxy=(614,29,706,39)
